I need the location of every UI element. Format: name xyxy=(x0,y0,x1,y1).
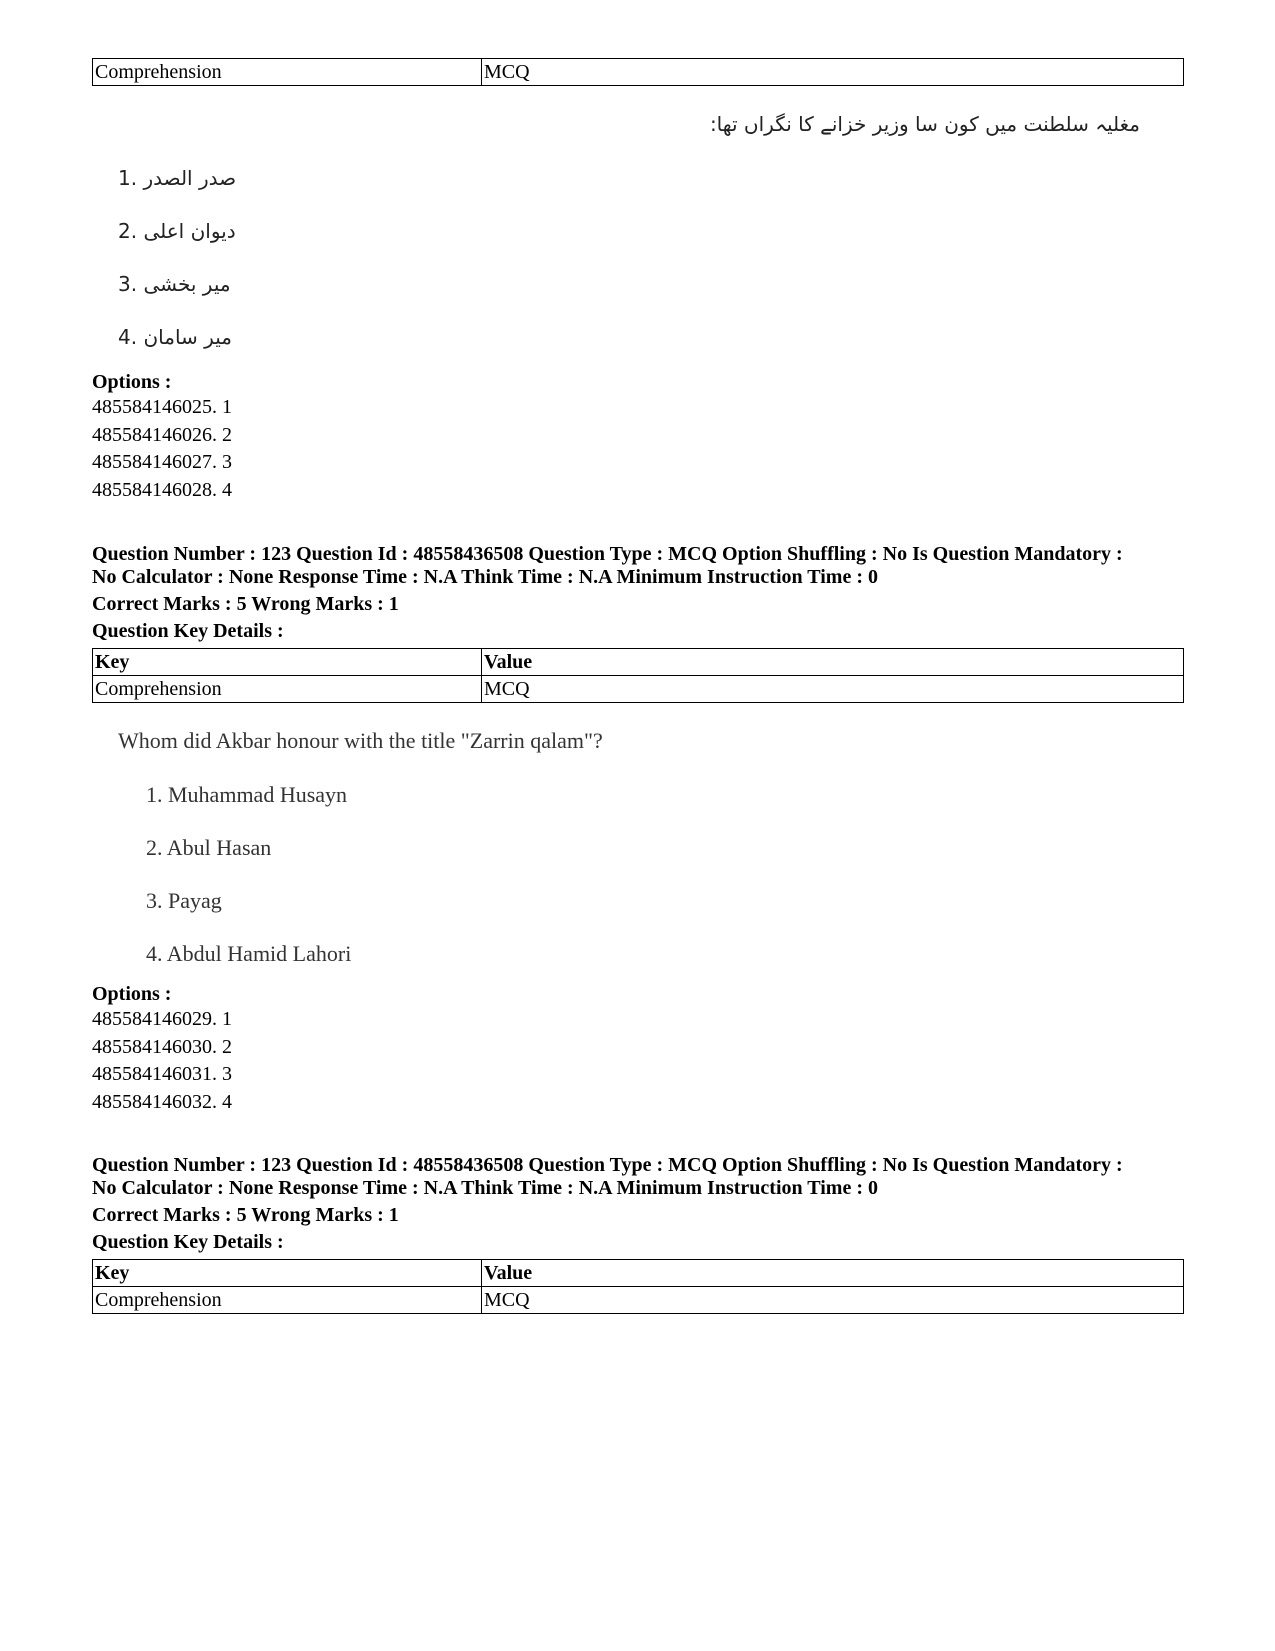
option-number: 3. xyxy=(118,272,138,296)
value-cell: MCQ xyxy=(482,676,1184,703)
option-number: 2. xyxy=(118,219,138,243)
question-meta-line: Question Number : 123 Question Id : 48558436508 Question Type : MCQ Option Shuffling : No Is Question Mandatory : xyxy=(92,543,1123,565)
value-cell: MCQ xyxy=(482,59,1184,86)
options-list-2 xyxy=(92,982,232,1116)
table-header-row xyxy=(93,649,1184,676)
question-text: مغلیہ سلطنت میں کون سا وزیر خزانے کا نگراں تھا: xyxy=(709,112,1140,136)
value-cell: MCQ xyxy=(482,1287,1184,1314)
option-item xyxy=(92,311,1184,364)
question-2-key-table xyxy=(92,648,1184,703)
options-label: Options : xyxy=(92,371,172,393)
question-1-block xyxy=(92,100,1184,364)
option-item xyxy=(92,152,1184,205)
option-item xyxy=(92,205,1184,258)
header-value: Value xyxy=(482,649,1184,676)
table-row xyxy=(93,1287,1184,1314)
option-number: 1. xyxy=(118,166,138,190)
option-item: 1. Muhammad Husayn xyxy=(146,782,348,807)
question-3-meta xyxy=(92,1154,1184,1254)
key-details-label: Question Key Details : xyxy=(92,1231,284,1253)
option-text: دیوان اعلی xyxy=(143,219,236,243)
question-2-meta xyxy=(92,543,1184,643)
option-item: 4. Abdul Hamid Lahori xyxy=(146,941,352,966)
option-id: 485584146029. 1 xyxy=(92,1008,232,1030)
option-text: میر سامان xyxy=(143,325,232,349)
option-id: 485584146026. 2 xyxy=(92,423,232,446)
header-key: Key xyxy=(93,1260,482,1287)
option-id: 485584146032. 4 xyxy=(92,1090,232,1113)
option-id: 485584146025. 1 xyxy=(92,396,232,418)
question-meta-line: No Calculator : None Response Time : N.A Think Time : N.A Minimum Instruction Time : 0 xyxy=(92,1177,878,1199)
question-text: Whom did Akbar honour with the title "Zarrin qalam"? xyxy=(118,728,603,753)
header-value: Value xyxy=(482,1260,1184,1287)
marks-line: Correct Marks : 5 Wrong Marks : 1 xyxy=(92,593,399,615)
header-key: Key xyxy=(93,649,482,676)
table-header-row xyxy=(93,1260,1184,1287)
options-list-1 xyxy=(92,370,232,504)
option-item: 3. Payag xyxy=(146,888,222,913)
option-item: 2. Abul Hasan xyxy=(146,835,272,860)
key-cell: Comprehension xyxy=(93,676,482,703)
option-number: 4. xyxy=(118,325,138,349)
key-cell: Comprehension xyxy=(93,1287,482,1314)
table-row xyxy=(93,676,1184,703)
option-id: 485584146031. 3 xyxy=(92,1063,232,1085)
marks-line: Correct Marks : 5 Wrong Marks : 1 xyxy=(92,1204,399,1226)
top-key-table xyxy=(92,58,1184,86)
key-details-label: Question Key Details : xyxy=(92,620,284,642)
option-text: میر بخشی xyxy=(143,272,231,296)
question-meta-line: Question Number : 123 Question Id : 48558436508 Question Type : MCQ Option Shuffling : No Is Question Mandatory : xyxy=(92,1154,1123,1176)
question-2-block xyxy=(92,714,1184,980)
question-meta-line: No Calculator : None Response Time : N.A Think Time : N.A Minimum Instruction Time : 0 xyxy=(92,566,878,588)
option-id: 485584146028. 4 xyxy=(92,478,232,501)
option-item xyxy=(92,258,1184,311)
options-label: Options : xyxy=(92,983,172,1005)
question-3-key-table xyxy=(92,1259,1184,1314)
option-id: 485584146027. 3 xyxy=(92,451,232,473)
key-cell: Comprehension xyxy=(93,59,482,86)
table-row xyxy=(93,59,1184,86)
option-id: 485584146030. 2 xyxy=(92,1035,232,1058)
option-text: صدر الصدر xyxy=(143,166,237,190)
